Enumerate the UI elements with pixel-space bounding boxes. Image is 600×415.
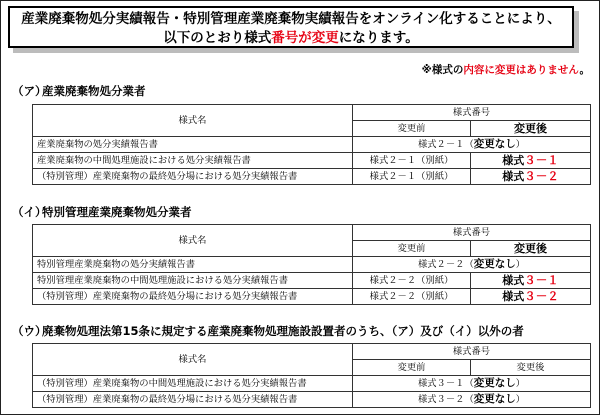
section-a-label: （ア）	[12, 84, 47, 98]
announcement-banner	[8, 6, 574, 48]
table-row	[33, 376, 591, 392]
section-b-label: （イ）	[12, 205, 47, 219]
banner-line-2	[10, 29, 572, 48]
after-new-number: ３－２	[524, 169, 559, 183]
form-name-cell: 産業廃棄物の処分実績報告書	[33, 137, 353, 153]
section-a-heading	[12, 83, 146, 99]
table-row	[33, 289, 591, 305]
unchanged-label: 変更なし	[473, 258, 516, 270]
unchanged-label: 変更なし	[473, 138, 516, 150]
merged-prefix: 様式２－１（	[417, 139, 474, 150]
section-b-heading	[12, 204, 192, 220]
header-form-number: 様式番号	[353, 225, 591, 241]
table-row	[33, 137, 591, 153]
content-unchanged-note	[422, 62, 590, 77]
after-new-number: ３－２	[524, 289, 559, 303]
table-row	[33, 257, 591, 273]
merged-prefix: 様式３－２（	[417, 394, 474, 405]
table-header-row	[33, 225, 591, 241]
form-name-cell: （特別管理）産業廃棄物の中間処理施設における処分実績報告書	[33, 376, 353, 392]
header-after: 変更後	[471, 121, 591, 137]
after-prefix: 様式	[502, 154, 525, 167]
table-header-row	[33, 105, 591, 121]
merged-suffix: ）	[515, 394, 526, 405]
after-number-cell	[471, 273, 591, 289]
before-number-cell: 様式２－２（別紙）	[353, 289, 471, 305]
section-a-table	[32, 104, 591, 185]
before-number-cell: 様式２－１（別紙）	[353, 169, 471, 185]
section-b-title: 特別管理産業廃棄物処分業者	[42, 205, 192, 219]
merged-prefix: 様式３－１（	[417, 378, 474, 389]
before-number-cell: 様式２－１（別紙）	[353, 153, 471, 169]
merged-number-cell	[353, 376, 591, 392]
table-row	[33, 169, 591, 185]
after-prefix: 様式	[502, 274, 525, 287]
banner-line-2-a: 以下のとおり様式	[163, 30, 272, 46]
form-name-cell: 特別管理産業廃棄物の処分実績報告書	[33, 257, 353, 273]
section-b-table	[32, 224, 591, 305]
banner-highlight: 番号が変更	[271, 30, 339, 46]
note-highlight: 内容に変更はありません	[463, 64, 580, 76]
header-before: 変更前	[353, 121, 471, 137]
header-before: 変更前	[353, 360, 471, 376]
banner-line-2-c: になります。	[338, 30, 419, 46]
before-number-cell: 様式２－２（別紙）	[353, 273, 471, 289]
header-form-name: 様式名	[33, 344, 353, 376]
header-after: 変更後	[471, 360, 591, 376]
form-name-cell: （特別管理）産業廃棄物の最終処分場における処分実績報告書	[33, 392, 353, 408]
after-prefix: 様式	[502, 290, 525, 303]
merged-number-cell	[353, 137, 591, 153]
after-number-cell	[471, 153, 591, 169]
after-new-number: ３－１	[524, 273, 559, 287]
form-name-cell: （特別管理）産業廃棄物の最終処分場における処分実績報告書	[33, 169, 353, 185]
header-form-number: 様式番号	[353, 105, 591, 121]
merged-suffix: ）	[515, 259, 526, 270]
section-c-title: 廃棄物処理法第15条に規定する産業廃棄物処理施設設置者のうち、（ア）及び（イ）以外の者	[42, 324, 524, 338]
table-row	[33, 392, 591, 408]
header-form-name: 様式名	[33, 105, 353, 137]
table-row	[33, 273, 591, 289]
merged-suffix: ）	[515, 378, 526, 389]
header-after: 変更後	[471, 241, 591, 257]
after-new-number: ３－１	[524, 153, 559, 167]
header-form-number: 様式番号	[353, 344, 591, 360]
after-prefix: 様式	[502, 170, 525, 183]
merged-number-cell	[353, 257, 591, 273]
table-row	[33, 153, 591, 169]
merged-number-cell	[353, 392, 591, 408]
form-name-cell: 特別管理産業廃棄物の中間処理施設における処分実績報告書	[33, 273, 353, 289]
merged-suffix: ）	[515, 139, 526, 150]
table-header-row	[33, 344, 591, 360]
header-before: 変更前	[353, 241, 471, 257]
header-form-name: 様式名	[33, 225, 353, 257]
section-a-title: 産業廃棄物処分業者	[42, 84, 146, 98]
note-part-c: 。	[579, 64, 590, 76]
after-number-cell	[471, 289, 591, 305]
banner-line-1: 産業廃棄物処分実績報告・特別管理産業廃棄物実績報告をオンライン化することにより、	[21, 11, 561, 27]
form-name-cell: 産業廃棄物の中間処理施設における処分実績報告書	[33, 153, 353, 169]
unchanged-label: 変更なし	[473, 393, 516, 405]
form-name-cell: （特別管理）産業廃棄物の最終処分場における処分実績報告書	[33, 289, 353, 305]
merged-prefix: 様式２－２（	[417, 259, 474, 270]
note-part-a: ※様式の	[421, 64, 464, 76]
unchanged-label: 変更なし	[473, 377, 516, 389]
section-c-table	[32, 343, 591, 408]
section-c-heading	[12, 323, 524, 339]
after-number-cell	[471, 169, 591, 185]
section-c-label: （ウ）	[12, 324, 47, 338]
